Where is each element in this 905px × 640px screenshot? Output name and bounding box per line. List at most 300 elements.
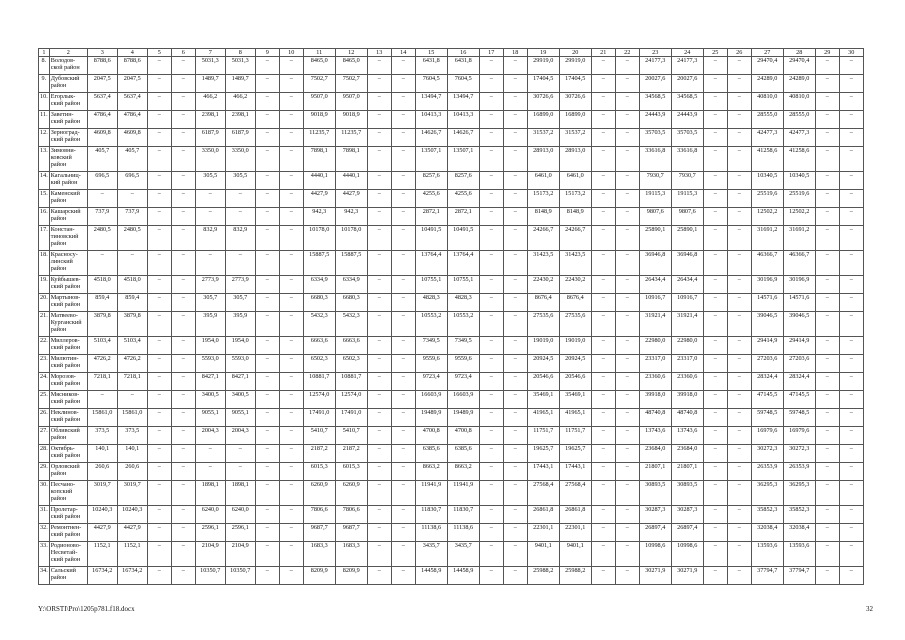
value-cell: 30726,6 <box>559 93 591 111</box>
empty-cell: – <box>479 427 503 445</box>
value-cell: 13494,7 <box>415 93 447 111</box>
table-body <box>39 49 864 585</box>
empty-cell: – <box>503 57 527 75</box>
empty-cell: – <box>171 391 195 409</box>
empty-cell: – <box>727 172 751 190</box>
empty-cell: – <box>727 93 751 111</box>
empty-cell: – <box>147 111 171 129</box>
value-cell: 832,9 <box>225 226 255 251</box>
empty-cell: – <box>147 481 171 506</box>
empty-cell: – <box>479 93 503 111</box>
value-cell: 1489,7 <box>225 75 255 93</box>
value-cell: 9055,1 <box>225 409 255 427</box>
value-cell: 9018,9 <box>335 111 367 129</box>
empty-cell: – <box>391 445 415 463</box>
value-cell: 3400,5 <box>225 391 255 409</box>
column-number: 17 <box>479 49 503 57</box>
value-cell: 9807,6 <box>639 208 671 226</box>
value-cell: 41965,1 <box>527 409 559 427</box>
value-cell: 2596,1 <box>225 524 255 542</box>
value-cell: 6015,3 <box>303 463 335 481</box>
value-cell: 2398,1 <box>195 111 225 129</box>
empty-cell: – <box>391 111 415 129</box>
value-cell: 17443,1 <box>559 463 591 481</box>
district-name <box>49 524 87 542</box>
column-number: 20 <box>559 49 591 57</box>
column-number: 22 <box>615 49 639 57</box>
empty-cell: – <box>727 190 751 208</box>
empty-cell: – <box>703 190 727 208</box>
value-cell: 4255,6 <box>415 190 447 208</box>
value-cell: 5593,0 <box>195 355 225 373</box>
empty-cell: – <box>255 93 279 111</box>
table-row <box>39 463 864 481</box>
value-cell: 260,6 <box>117 463 147 481</box>
value-cell: 3879,8 <box>117 312 147 337</box>
empty-cell: – <box>815 251 839 276</box>
value-cell: 7604,5 <box>415 75 447 93</box>
district-name-line: Кашарский <box>50 208 81 215</box>
empty-cell: – <box>255 409 279 427</box>
district-name <box>49 409 87 427</box>
empty-cell: – <box>367 373 391 391</box>
value-cell: 10881,7 <box>303 373 335 391</box>
value-cell: 28324,4 <box>751 373 783 391</box>
empty-cell: – <box>503 75 527 93</box>
empty-cell: – <box>727 312 751 337</box>
value-cell: 13743,6 <box>639 427 671 445</box>
empty-cell: – <box>171 75 195 93</box>
value-cell: 6663,6 <box>335 337 367 355</box>
value-cell: 31691,2 <box>783 226 815 251</box>
value-cell: 859,4 <box>117 294 147 312</box>
empty-cell: – <box>147 93 171 111</box>
district-name-line: Каменский <box>50 190 80 197</box>
empty-cell: – <box>615 251 639 276</box>
value-cell: – <box>195 208 225 226</box>
empty-cell: – <box>815 172 839 190</box>
empty-cell: – <box>391 567 415 585</box>
value-cell: 27203,6 <box>783 355 815 373</box>
value-cell: 6240,0 <box>225 506 255 524</box>
value-cell: 24443,9 <box>671 111 703 129</box>
value-cell: 7806,6 <box>303 506 335 524</box>
empty-cell: – <box>815 355 839 373</box>
value-cell: 20027,6 <box>639 75 671 93</box>
value-cell: 22301,1 <box>559 524 591 542</box>
row-number: 21. <box>39 312 50 337</box>
value-cell: – <box>195 463 225 481</box>
district-name-line: Зимовни- <box>50 147 76 154</box>
empty-cell: – <box>147 75 171 93</box>
district-name-line: ский район <box>50 513 81 520</box>
value-cell: 48740,8 <box>671 409 703 427</box>
value-cell: 8465,0 <box>335 57 367 75</box>
column-number: 29 <box>815 49 839 57</box>
value-cell: 37794,7 <box>751 567 783 585</box>
value-cell: 2480,5 <box>117 226 147 251</box>
value-cell: 942,3 <box>303 208 335 226</box>
value-cell: 11138,6 <box>447 524 479 542</box>
empty-cell: – <box>367 524 391 542</box>
value-cell: 4726,2 <box>87 355 117 373</box>
table-row <box>39 409 864 427</box>
value-cell: 373,5 <box>87 427 117 445</box>
value-cell: 40810,0 <box>751 93 783 111</box>
empty-cell: – <box>279 312 303 337</box>
district-name-line: Сальский <box>50 567 76 574</box>
district-name <box>49 445 87 463</box>
district-name-line: Зерноград- <box>50 129 80 136</box>
empty-cell: – <box>839 251 863 276</box>
value-cell: 33616,8 <box>639 147 671 172</box>
value-cell: 23360,6 <box>639 373 671 391</box>
empty-cell: – <box>503 172 527 190</box>
empty-cell: – <box>255 172 279 190</box>
value-cell: 9055,1 <box>195 409 225 427</box>
district-name-line: Октябрь- <box>50 445 75 452</box>
empty-cell: – <box>171 251 195 276</box>
value-cell: 23684,0 <box>639 445 671 463</box>
value-cell: 20546,6 <box>527 373 559 391</box>
empty-cell: – <box>279 542 303 567</box>
empty-cell: – <box>479 373 503 391</box>
empty-cell: – <box>147 463 171 481</box>
value-cell: 696,5 <box>117 172 147 190</box>
row-number: 30. <box>39 481 50 506</box>
column-number: 2 <box>49 49 87 57</box>
empty-cell: – <box>703 208 727 226</box>
value-cell: 6260,9 <box>303 481 335 506</box>
value-cell: 3400,5 <box>195 391 225 409</box>
empty-cell: – <box>839 172 863 190</box>
column-number: 24 <box>671 49 703 57</box>
empty-cell: – <box>171 337 195 355</box>
value-cell: 5103,4 <box>87 337 117 355</box>
value-cell: 42477,3 <box>783 129 815 147</box>
district-name-line: Обливский <box>50 427 80 434</box>
file-path: Y:\ORSTI\Pro\1205p781.f18.docx <box>38 605 135 613</box>
empty-cell: – <box>279 147 303 172</box>
empty-cell: – <box>479 524 503 542</box>
table-row <box>39 276 864 294</box>
value-cell: 26434,4 <box>639 276 671 294</box>
table-row <box>39 190 864 208</box>
value-cell: 22980,0 <box>639 337 671 355</box>
empty-cell: – <box>839 57 863 75</box>
district-name <box>49 147 87 172</box>
empty-cell: – <box>255 251 279 276</box>
empty-cell: – <box>503 147 527 172</box>
table-row <box>39 481 864 506</box>
row-number: 14. <box>39 172 50 190</box>
empty-cell: – <box>147 355 171 373</box>
empty-cell: – <box>171 93 195 111</box>
empty-cell: – <box>255 276 279 294</box>
value-cell: – <box>117 251 147 276</box>
value-cell: 32038,4 <box>751 524 783 542</box>
empty-cell: – <box>615 190 639 208</box>
empty-cell: – <box>255 373 279 391</box>
district-name-line: ский район <box>50 100 81 107</box>
value-cell: 10240,3 <box>87 506 117 524</box>
empty-cell: – <box>503 111 527 129</box>
column-number: 7 <box>195 49 225 57</box>
empty-cell: – <box>279 481 303 506</box>
empty-cell: – <box>503 542 527 567</box>
district-name-line: линский <box>50 258 73 265</box>
empty-cell: – <box>479 276 503 294</box>
empty-cell: – <box>391 337 415 355</box>
value-cell: 30287,3 <box>639 506 671 524</box>
value-cell: 10240,3 <box>117 506 147 524</box>
value-cell: 395,9 <box>195 312 225 337</box>
value-cell: 48740,8 <box>639 409 671 427</box>
empty-cell: – <box>255 208 279 226</box>
empty-cell: – <box>391 481 415 506</box>
empty-cell: – <box>255 355 279 373</box>
empty-cell: – <box>591 172 615 190</box>
empty-cell: – <box>171 445 195 463</box>
value-cell: 40810,0 <box>783 93 815 111</box>
value-cell: 28324,4 <box>783 373 815 391</box>
row-number: 16. <box>39 208 50 226</box>
empty-cell: – <box>171 463 195 481</box>
value-cell: 9401,1 <box>559 542 591 567</box>
empty-cell: – <box>279 129 303 147</box>
empty-cell: – <box>727 129 751 147</box>
empty-cell: – <box>279 276 303 294</box>
value-cell: 24266,7 <box>527 226 559 251</box>
column-number: 4 <box>117 49 147 57</box>
value-cell: 21807,1 <box>639 463 671 481</box>
row-number: 23. <box>39 355 50 373</box>
value-cell: 36295,3 <box>783 481 815 506</box>
district-name <box>49 190 87 208</box>
empty-cell: – <box>815 409 839 427</box>
district-name-line: район <box>50 161 67 168</box>
empty-cell: – <box>615 506 639 524</box>
empty-cell: – <box>839 129 863 147</box>
value-cell: 14458,9 <box>447 567 479 585</box>
value-cell: 2047,5 <box>117 75 147 93</box>
value-cell: 1954,0 <box>195 337 225 355</box>
empty-cell: – <box>367 337 391 355</box>
empty-cell: – <box>503 373 527 391</box>
row-number: 29. <box>39 463 50 481</box>
empty-cell: – <box>391 373 415 391</box>
value-cell: 9807,6 <box>671 208 703 226</box>
empty-cell: – <box>391 391 415 409</box>
table-row <box>39 355 864 373</box>
value-cell: 31691,2 <box>751 226 783 251</box>
value-cell: 942,3 <box>335 208 367 226</box>
district-name <box>49 226 87 251</box>
value-cell: 17491,0 <box>303 409 335 427</box>
empty-cell: – <box>479 481 503 506</box>
value-cell: 5410,7 <box>335 427 367 445</box>
empty-cell: – <box>391 57 415 75</box>
value-cell: 5432,3 <box>303 312 335 337</box>
row-number: 25. <box>39 391 50 409</box>
empty-cell: – <box>815 391 839 409</box>
empty-cell: – <box>615 445 639 463</box>
value-cell: 405,7 <box>117 147 147 172</box>
empty-cell: – <box>703 226 727 251</box>
empty-cell: – <box>703 251 727 276</box>
value-cell: 5031,3 <box>225 57 255 75</box>
empty-cell: – <box>703 129 727 147</box>
value-cell: 15861,0 <box>87 409 117 427</box>
empty-cell: – <box>839 337 863 355</box>
empty-cell: – <box>479 542 503 567</box>
district-name-line: район <box>50 470 67 477</box>
empty-cell: – <box>171 312 195 337</box>
value-cell: 6260,9 <box>335 481 367 506</box>
district-name <box>49 294 87 312</box>
value-cell: 16899,0 <box>527 111 559 129</box>
empty-cell: – <box>839 481 863 506</box>
value-cell: 28555,0 <box>751 111 783 129</box>
empty-cell: – <box>171 355 195 373</box>
empty-cell: – <box>391 93 415 111</box>
empty-cell: – <box>479 226 503 251</box>
row-number: 19. <box>39 276 50 294</box>
empty-cell: – <box>703 427 727 445</box>
empty-cell: – <box>727 427 751 445</box>
empty-cell: – <box>255 226 279 251</box>
empty-cell: – <box>615 75 639 93</box>
value-cell: 31423,5 <box>559 251 591 276</box>
value-cell: 10553,2 <box>447 312 479 337</box>
row-number: 27. <box>39 427 50 445</box>
empty-cell: – <box>591 337 615 355</box>
row-number: 34. <box>39 567 50 585</box>
value-cell: 6334,9 <box>335 276 367 294</box>
value-cell: 4427,9 <box>303 190 335 208</box>
empty-cell: – <box>147 373 171 391</box>
row-number: 20. <box>39 294 50 312</box>
value-cell: 2398,1 <box>225 111 255 129</box>
empty-cell: – <box>171 294 195 312</box>
empty-cell: – <box>839 445 863 463</box>
empty-cell: – <box>591 409 615 427</box>
value-cell: 23684,0 <box>671 445 703 463</box>
value-cell: 8465,0 <box>303 57 335 75</box>
empty-cell: – <box>479 463 503 481</box>
value-cell: 10178,0 <box>303 226 335 251</box>
empty-cell: – <box>815 427 839 445</box>
value-cell: 19625,7 <box>559 445 591 463</box>
value-cell: 8676,4 <box>559 294 591 312</box>
empty-cell: – <box>147 147 171 172</box>
empty-cell: – <box>615 294 639 312</box>
empty-cell: – <box>727 226 751 251</box>
value-cell: 3019,7 <box>117 481 147 506</box>
value-cell: 6431,8 <box>447 57 479 75</box>
empty-cell: – <box>171 481 195 506</box>
value-cell: 29414,9 <box>783 337 815 355</box>
value-cell: 140,1 <box>117 445 147 463</box>
empty-cell: – <box>703 373 727 391</box>
empty-cell: – <box>703 312 727 337</box>
value-cell: 4427,9 <box>117 524 147 542</box>
value-cell: 5593,0 <box>225 355 255 373</box>
value-cell: 41258,6 <box>751 147 783 172</box>
empty-cell: – <box>727 391 751 409</box>
value-cell: 59748,5 <box>751 409 783 427</box>
empty-cell: – <box>591 208 615 226</box>
empty-cell: – <box>815 111 839 129</box>
value-cell: 11941,9 <box>447 481 479 506</box>
value-cell: 6663,6 <box>303 337 335 355</box>
value-cell: 14571,6 <box>783 294 815 312</box>
district-name-line: ский район <box>50 380 81 387</box>
empty-cell: – <box>391 312 415 337</box>
value-cell: 24443,9 <box>639 111 671 129</box>
empty-cell: – <box>703 409 727 427</box>
value-cell: 22430,2 <box>559 276 591 294</box>
value-cell: 14458,9 <box>415 567 447 585</box>
empty-cell: – <box>147 312 171 337</box>
empty-cell: – <box>615 409 639 427</box>
value-cell: 23317,0 <box>671 355 703 373</box>
table-row <box>39 147 864 172</box>
empty-cell: – <box>279 409 303 427</box>
district-name-line: ский район <box>50 531 81 538</box>
row-number: 15. <box>39 190 50 208</box>
empty-cell: – <box>171 427 195 445</box>
empty-cell: – <box>255 567 279 585</box>
district-name <box>49 111 87 129</box>
value-cell: 9559,6 <box>447 355 479 373</box>
value-cell: 42477,3 <box>751 129 783 147</box>
value-cell: 16979,6 <box>751 427 783 445</box>
empty-cell: – <box>591 373 615 391</box>
value-cell: 16734,2 <box>87 567 117 585</box>
empty-cell: – <box>367 463 391 481</box>
empty-cell: – <box>367 190 391 208</box>
district-name-line: Красносу- <box>50 251 78 258</box>
empty-cell: – <box>727 208 751 226</box>
value-cell: 33616,8 <box>671 147 703 172</box>
value-cell: 27535,6 <box>527 312 559 337</box>
value-cell: 59748,5 <box>783 409 815 427</box>
value-cell: 1152,1 <box>87 542 117 567</box>
value-cell: 14626,7 <box>447 129 479 147</box>
value-cell: 22430,2 <box>527 276 559 294</box>
empty-cell: – <box>391 251 415 276</box>
empty-cell: – <box>815 445 839 463</box>
value-cell: 5410,7 <box>303 427 335 445</box>
value-cell: 4518,0 <box>117 276 147 294</box>
empty-cell: – <box>171 373 195 391</box>
empty-cell: – <box>591 567 615 585</box>
value-cell: 46366,7 <box>751 251 783 276</box>
empty-cell: – <box>479 506 503 524</box>
empty-cell: – <box>615 312 639 337</box>
value-cell: 737,9 <box>117 208 147 226</box>
empty-cell: – <box>503 409 527 427</box>
table-row <box>39 111 864 129</box>
empty-cell: – <box>255 75 279 93</box>
value-cell: 10413,3 <box>415 111 447 129</box>
value-cell: 25519,6 <box>751 190 783 208</box>
column-number: 6 <box>171 49 195 57</box>
empty-cell: – <box>591 129 615 147</box>
value-cell: 8663,2 <box>415 463 447 481</box>
column-number: 30 <box>839 49 863 57</box>
